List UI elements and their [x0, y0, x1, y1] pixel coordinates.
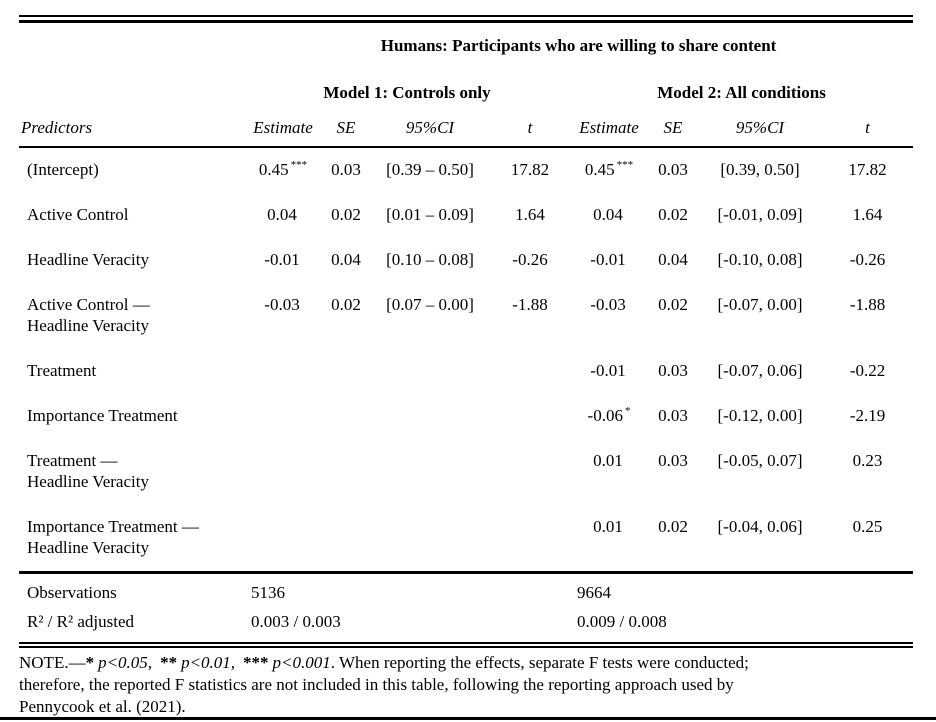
m1-estimate-cell [244, 394, 322, 439]
m1-ci-cell: [0.07 – 0.00] [386, 295, 474, 314]
m2-se-cell: 0.04 [658, 250, 688, 269]
table-row-headline-veracity [19, 238, 913, 283]
m2-t-cell: -0.26 [849, 250, 886, 269]
m2-estimate-cell: -0.01 [590, 250, 626, 269]
regression-table [19, 23, 913, 640]
m1-t-cell: -0.26 [512, 250, 548, 269]
predictor-label: Treatment [27, 361, 97, 380]
m1-se-cell [322, 439, 370, 505]
m1-estimate-cell: -0.03 [264, 295, 300, 314]
col-header-m2-t: t [822, 103, 913, 147]
m1-estimate-cell [244, 349, 322, 394]
m2-ci-cell: [-0.10, 0.08] [717, 250, 803, 269]
m2-t-cell: 1.64 [852, 205, 883, 224]
note-line2: therefore, the reported F statistics are not included in this table, following the reporting approach used by [19, 675, 734, 694]
p-01: p<0.01, [181, 653, 236, 672]
model-header-row [19, 58, 913, 103]
m1-se-cell: 0.02 [331, 205, 361, 224]
note-rule-lower [19, 646, 913, 648]
table-row-treatment [19, 349, 913, 394]
m2-ci-cell: [0.39, 0.50] [720, 160, 800, 179]
m2-estimate-cell: -0.03 [590, 295, 626, 314]
m1-estimate-cell [244, 505, 322, 573]
m2-se-cell: 0.03 [658, 160, 688, 179]
col-header-predictors: Predictors [19, 103, 244, 147]
m1-t-cell: 1.64 [515, 205, 545, 224]
m2-t-cell: 0.25 [852, 517, 883, 536]
r-squared-m2-value: 0.009 / 0.008 [577, 612, 667, 631]
col-header-m1-t: t [490, 103, 570, 147]
table-note [19, 652, 913, 718]
m1-t-cell [490, 505, 570, 573]
m1-estimate-cell: 0.04 [267, 205, 297, 224]
table-row-importance-treatment [19, 394, 913, 439]
m2-ci-cell: [-0.05, 0.07] [717, 451, 803, 470]
predictor-label: Active Control — Headline Veracity [27, 295, 150, 335]
m2-t-cell: 17.82 [848, 160, 887, 179]
table-row-treatment-x-veracity [19, 439, 913, 505]
m1-se-cell: 0.03 [331, 160, 361, 179]
col-header-m1-se: SE [322, 103, 370, 147]
m1-se-cell: 0.02 [331, 295, 361, 314]
m1-t-cell [490, 394, 570, 439]
m2-estimate-cell: 0.45 *** [584, 159, 634, 179]
p-001: p<0.001 [272, 653, 331, 672]
m2-se-cell: 0.02 [658, 205, 688, 224]
m1-estimate-cell: 0.45 *** [258, 159, 308, 179]
m1-ci-cell [370, 349, 490, 394]
model1-header: Model 1: Controls only [323, 83, 491, 102]
significance-stars: *** [290, 159, 308, 172]
m1-ci-cell [370, 394, 490, 439]
m1-t-cell: 17.82 [510, 160, 550, 179]
m1-se-cell: 0.04 [331, 250, 361, 269]
m1-se-cell [322, 505, 370, 573]
m2-ci-cell: [-0.01, 0.09] [717, 205, 803, 224]
m1-ci-cell [370, 439, 490, 505]
m2-estimate-cell: -0.06 * [587, 405, 631, 425]
m2-t-cell: -2.19 [849, 406, 886, 425]
significance-stars: * [624, 405, 631, 418]
table-page [19, 15, 913, 718]
m1-se-cell [322, 394, 370, 439]
r-squared-row [19, 607, 913, 640]
table-row-importance-treatment-x-veracity [19, 505, 913, 573]
two-stars: ** [160, 653, 178, 672]
m2-estimate-cell: 0.04 [593, 205, 623, 224]
observations-m2-value: 9664 [570, 573, 913, 608]
m1-t-cell [490, 349, 570, 394]
model2-header: Model 2: All conditions [657, 83, 826, 102]
table-row-intercept [19, 147, 913, 193]
m2-t-cell: 0.23 [852, 451, 883, 470]
m2-se-cell: 0.02 [658, 295, 688, 314]
m2-ci-cell: [-0.07, 0.06] [717, 361, 803, 380]
observations-m1-value: 5136 [244, 573, 570, 608]
observations-label: Observations [19, 573, 244, 608]
predictor-label: (Intercept) [27, 160, 99, 179]
table-row-active-control-x-veracity [19, 283, 913, 349]
predictor-label: Treatment — Headline Veracity [27, 451, 149, 491]
note-line1-rest: . When reporting the effects, separate F tests were conducted; [330, 653, 749, 672]
table-row-active-control [19, 193, 913, 238]
m1-se-cell [322, 349, 370, 394]
page-bottom-rule [0, 717, 936, 720]
note-line1 [19, 652, 913, 674]
m1-ci-cell: [0.39 – 0.50] [386, 160, 474, 179]
predictor-label: Headline Veracity [27, 250, 149, 269]
r-squared-label: R² / R² adjusted [27, 612, 134, 631]
m2-t-cell: -1.88 [849, 295, 886, 314]
m1-t-cell: -1.88 [512, 295, 548, 314]
p-05: p<0.05, [98, 653, 153, 672]
m1-ci-cell: [0.10 – 0.08] [386, 250, 474, 269]
three-stars: *** [243, 653, 269, 672]
note-prefix: NOTE.— [19, 653, 86, 672]
predictor-label: Active Control [27, 205, 129, 224]
predictor-label: Importance Treatment [27, 406, 178, 425]
m2-ci-cell: [-0.07, 0.00] [717, 295, 803, 314]
m1-ci-cell: [0.01 – 0.09] [386, 205, 474, 224]
m1-estimate-cell: -0.01 [264, 250, 300, 269]
m2-ci-cell: [-0.12, 0.00] [717, 406, 803, 425]
m2-se-cell: 0.02 [658, 517, 688, 536]
m2-t-cell: -0.22 [849, 361, 886, 380]
m2-estimate-cell: 0.01 [593, 517, 623, 536]
m1-t-cell [490, 439, 570, 505]
note-line3: Pennycook et al. (2021). [19, 697, 186, 716]
r-squared-m1-value: 0.003 / 0.003 [251, 612, 341, 631]
col-header-m1-estimate: Estimate [244, 103, 322, 147]
m1-estimate-cell [244, 439, 322, 505]
one-star: * [85, 653, 95, 672]
m2-ci-cell: [-0.04, 0.06] [717, 517, 803, 536]
m2-estimate-cell: -0.01 [590, 361, 626, 380]
col-header-m2-ci: 95%CI [698, 103, 822, 147]
m2-se-cell: 0.03 [658, 406, 688, 425]
significance-stars: *** [616, 159, 634, 172]
observations-row [19, 573, 913, 608]
column-header-row [19, 103, 913, 147]
page-title: Humans: Participants who are willing to share content [380, 36, 777, 55]
predictor-label: Importance Treatment — Headline Veracity [27, 517, 199, 557]
m2-estimate-cell: 0.01 [593, 451, 623, 470]
col-header-m2-se: SE [648, 103, 698, 147]
col-header-m1-ci: 95%CI [370, 103, 490, 147]
m2-se-cell: 0.03 [658, 361, 688, 380]
m2-se-cell: 0.03 [658, 451, 688, 470]
m1-ci-cell [370, 505, 490, 573]
col-header-m2-estimate: Estimate [570, 103, 648, 147]
table-title-row [19, 23, 913, 58]
